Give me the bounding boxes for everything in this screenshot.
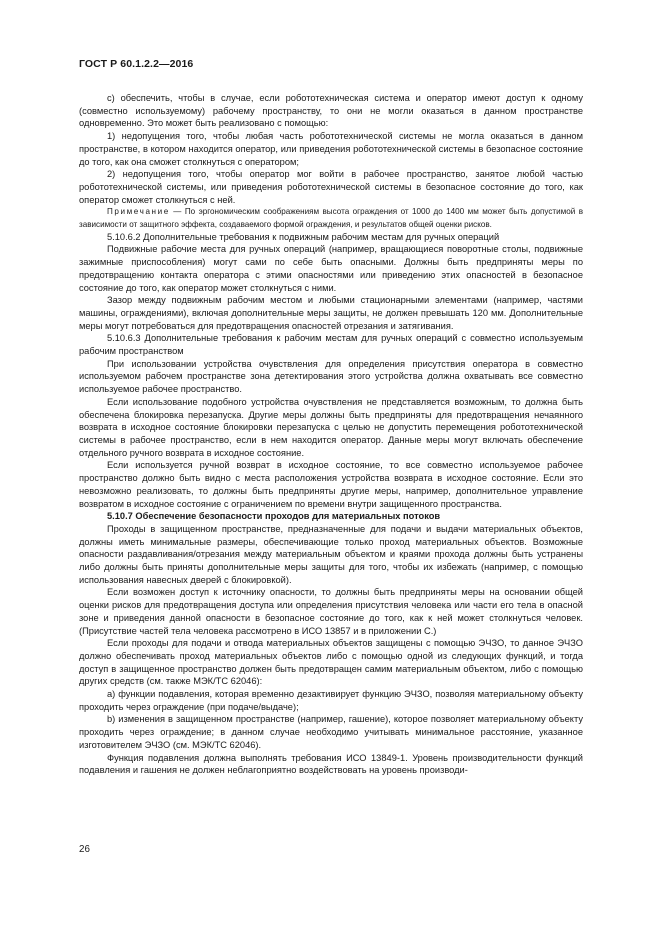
- document-header: ГОСТ Р 60.1.2.2—2016: [79, 58, 194, 70]
- paragraph: При использовании устройства очувствления для определения присутствия оператора в совместно используемом рабочем пространстве зона детектирования этого устройства должна охватывать все совместно используемое рабочее пространство.: [79, 358, 583, 395]
- paragraph: Зазор между подвижным рабочим местом и любыми стационарными элементами (например, частями машины, ограждениями), включая дополнительные меры защиты, не должен превышать 120 мм. Дополнительные меры могут потребоваться для предотвращения опасностей отрезания и затягивания.: [79, 295, 583, 331]
- list-item-b: b) изменения в защищенном пространстве (например, гашение), которое позволяет материальному объекту проходить через ограждение; в данном случае необходимо учитывать минимальное расстояние, указанное изготовителем ЭЧЗО (см. МЭК/ТС 62046).: [79, 714, 583, 750]
- paragraph: Если возможен доступ к источнику опасности, то должны быть предприняты меры на основании общей оценки рисков для предотвращения доступа или определения присутствия человека или части его тела в опасной зоне и приведения данной опасности в безопасное состояние до того, как к ней может столкнуться человек. (Присутствие частей тела человека рассмотрено в ИСО 13857 и в приложении С.): [79, 587, 583, 636]
- paragraph: Если проходы для подачи и отвода материальных объектов защищены с помощью ЭЧЗО, то данное ЭЧЗО должно обеспечивать проход материальных объектов либо с помощью одной из следующих функций, и тогда доступ в защищенное пространство должен быть предотвращен самим материальным объектом, либо с помощью других средств (см. также МЭК/ТС 62046):: [79, 638, 583, 687]
- paragraph: Функция подавления должна выполнять требования ИСО 13849-1. Уровень производительности функций подавления и гашения не должен неблагоприятно воздействовать на уровень производи-: [79, 752, 583, 776]
- paragraph: Подвижные рабочие места для ручных операций (например, вращающиеся поворотные столы, подвижные зажимные приспособления) могут сами по себе быть опасными. Должны быть предприняты меры по предотвращению контакта оператора с этими опасностями или приведению этих опасностей в безопасное состояние до того, как оператор может столкнуться с ними.: [79, 244, 583, 293]
- note: [79, 206, 583, 230]
- subsection-5-10-6-2-heading: 5.10.6.2 Дополнительные требования к подвижным рабочим местам для ручных операций: [107, 231, 500, 242]
- list-item-1: 1) недопущения того, чтобы любая часть робототехнической системы не могла оказаться в данном пространстве, в котором находится оператор, или приведения робототехнической системы в безопасное состояние до того, как она сможет столкнуться с оператором;: [79, 131, 583, 167]
- section-5-10-7-heading: 5.10.7 Обеспечение безопасности проходов для материальных потоков: [107, 511, 441, 522]
- note-label: Примечание: [107, 207, 170, 217]
- paragraph-c: c) обеспечить, чтобы в случае, если робототехническая система и оператор имеют доступ к одному (совместно используемому) рабочему пространству, то они не могли оказаться в данном пространстве одновременно. Это может быть реализовано с помощью:: [79, 93, 583, 129]
- paragraph: Если использование подобного устройства очувствления не представляется возможным, то должна быть обеспечена блокировка перезапуска. Другие меры должны быть предприняты для предотвращения нечаянного возврата в исходное состояние блокировки перезапуска с целью не допустить перемещения робототехнической системы в рабочее пространство, если в нем находится оператор. Данные меры могут включать обеспечение отдельного ручного возврата в исходное состояние.: [79, 396, 583, 458]
- paragraph: Если используется ручной возврат в исходное состояние, то все совместно используемое рабочее пространство должно быть видно с места расположения устройства возврата в исходное состояние. Если это невозможно реализовать, то должны быть предприняты другие меры, например, дополнительное управление возвратом в исходное состояние с ограничением по времени внутри защищенного пространства.: [79, 460, 583, 509]
- subsection-5-10-6-3-heading: 5.10.6.3 Дополнительные требования к рабочим местам для ручных операций с совместно используемым рабочим пространством: [79, 333, 583, 357]
- paragraph: Проходы в защищенном пространстве, предназначенные для подачи и выдачи материальных объектов, должны иметь минимальные размеры, обеспечивающие только проход материальных объектов. Возможные опасности раздавливания/отрезания между материальным объектом и краями прохода должны быть устранены либо должны быть приняты дополнительные меры защиты для того, чтобы их избежать (например, с помощью использования навесных дверей с блокировкой).: [79, 523, 583, 585]
- note-text: — По эргономическим соображениям высота ограждения от 1000 до 1400 мм может быть допустимой в зависимости от защитного эффекта, создаваемого формой ограждения, и результатов общей оценки рисков.: [79, 207, 583, 229]
- list-item-a: a) функции подавления, которая временно дезактивирует функцию ЭЧЗО, позволяя материальному объекту проходить через ограждение (при подаче/выдаче);: [79, 689, 583, 712]
- list-item-2: 2) недопущения того, чтобы оператор мог войти в рабочее пространство, занятое любой частью робототехнической системы, или приведения робототехнической системы в безопасное состояние до того, как оператор сможет столкнуться с ней.: [79, 169, 583, 205]
- document-body: [79, 92, 583, 777]
- page-number: 26: [79, 844, 90, 855]
